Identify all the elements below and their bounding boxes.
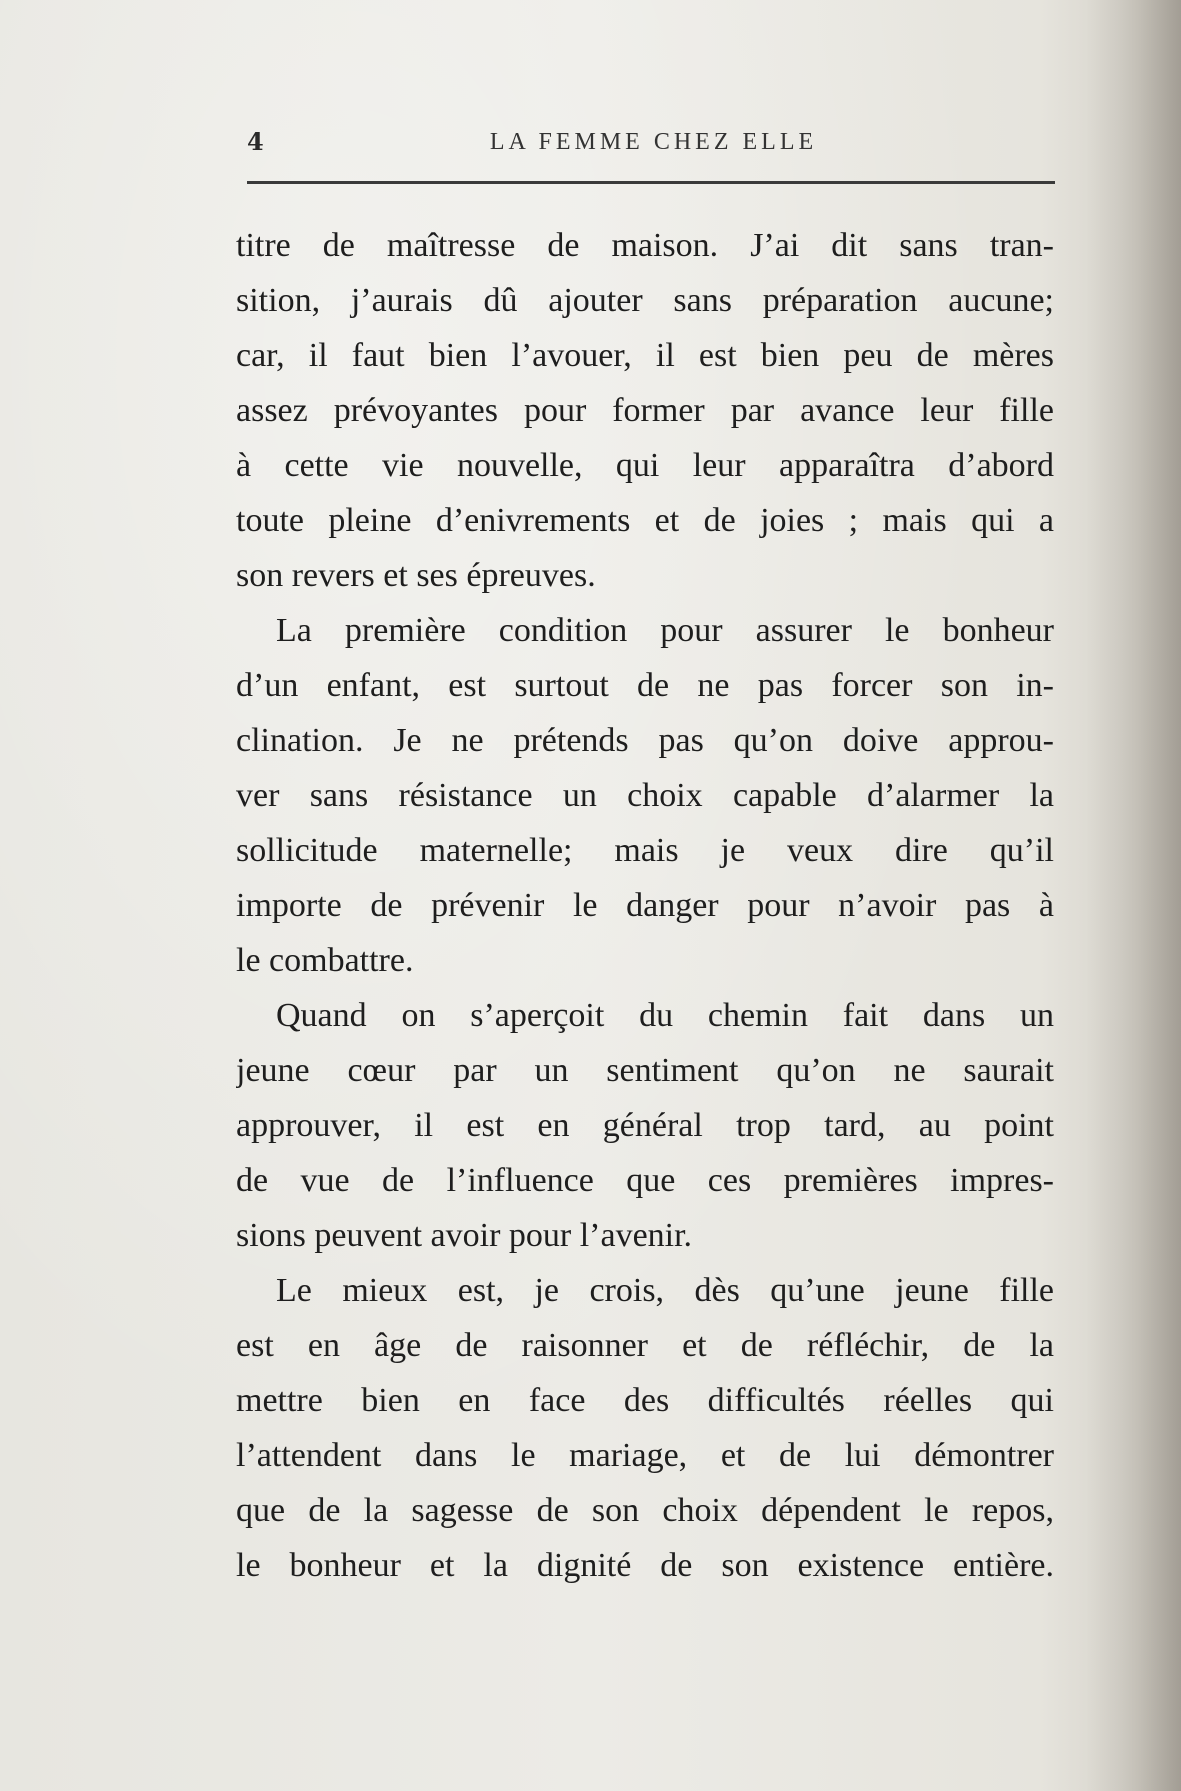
text-line: La première condition pour assurer le bonheur xyxy=(276,612,1054,649)
body-text xyxy=(236,218,1054,1593)
text-line: son revers et ses épreuves. xyxy=(236,557,596,594)
paragraph xyxy=(236,988,1054,1263)
text-line: à cette vie nouvelle, qui leur apparaîtra d’abord xyxy=(236,447,1054,484)
text-line: Quand on s’aperçoit du chemin fait dans un xyxy=(276,997,1054,1034)
paragraph xyxy=(236,1263,1054,1593)
text-line: jeune cœur par un sentiment qu’on ne saurait xyxy=(236,1052,1054,1089)
text-line: le bonheur et la dignité de son existence entière. xyxy=(236,1547,1054,1584)
page-gutter-shadow xyxy=(1086,0,1181,1791)
text-line: est en âge de raisonner et de réfléchir, de la xyxy=(236,1327,1054,1364)
text-line: d’un enfant, est surtout de ne pas forcer son in- xyxy=(236,667,1054,704)
text-line: importe de prévenir le danger pour n’avoir pas à xyxy=(236,887,1054,924)
text-line: sollicitude maternelle; mais je veux dire qu’il xyxy=(236,832,1054,869)
text-line: approuver, il est en général trop tard, au point xyxy=(236,1107,1054,1144)
text-line: car, il faut bien l’avouer, il est bien peu de mères xyxy=(236,337,1054,374)
page-header xyxy=(247,126,1055,160)
text-line: le combattre. xyxy=(236,942,414,979)
text-line: mettre bien en face des difficultés réelles qui xyxy=(236,1382,1054,1419)
text-line: de vue de l’influence que ces premières impres- xyxy=(236,1162,1054,1199)
text-line: clination. Je ne prétends pas qu’on doive approu- xyxy=(236,722,1054,759)
text-line: ver sans résistance un choix capable d’alarmer la xyxy=(236,777,1054,814)
paragraph xyxy=(236,218,1054,603)
text-line: assez prévoyantes pour former par avance leur fille xyxy=(236,392,1054,429)
paragraph xyxy=(236,603,1054,988)
text-line: Le mieux est, je crois, dès qu’une jeune fille xyxy=(276,1272,1054,1309)
text-line: titre de maîtresse de maison. J’ai dit sans tran- xyxy=(236,227,1054,264)
text-line: que de la sagesse de son choix dépendent le repos, xyxy=(236,1492,1054,1529)
text-line: sition, j’aurais dû ajouter sans préparation aucune; xyxy=(236,282,1054,319)
text-line: sions peuvent avoir pour l’avenir. xyxy=(236,1217,693,1254)
running-title: LA FEMME CHEZ ELLE xyxy=(489,129,818,155)
text-line: toute pleine d’enivrements et de joies ; mais qui a xyxy=(236,502,1054,539)
text-line: l’attendent dans le mariage, et de lui démontrer xyxy=(236,1437,1054,1474)
page-number: 4 xyxy=(247,127,264,156)
header-rule xyxy=(247,181,1055,184)
